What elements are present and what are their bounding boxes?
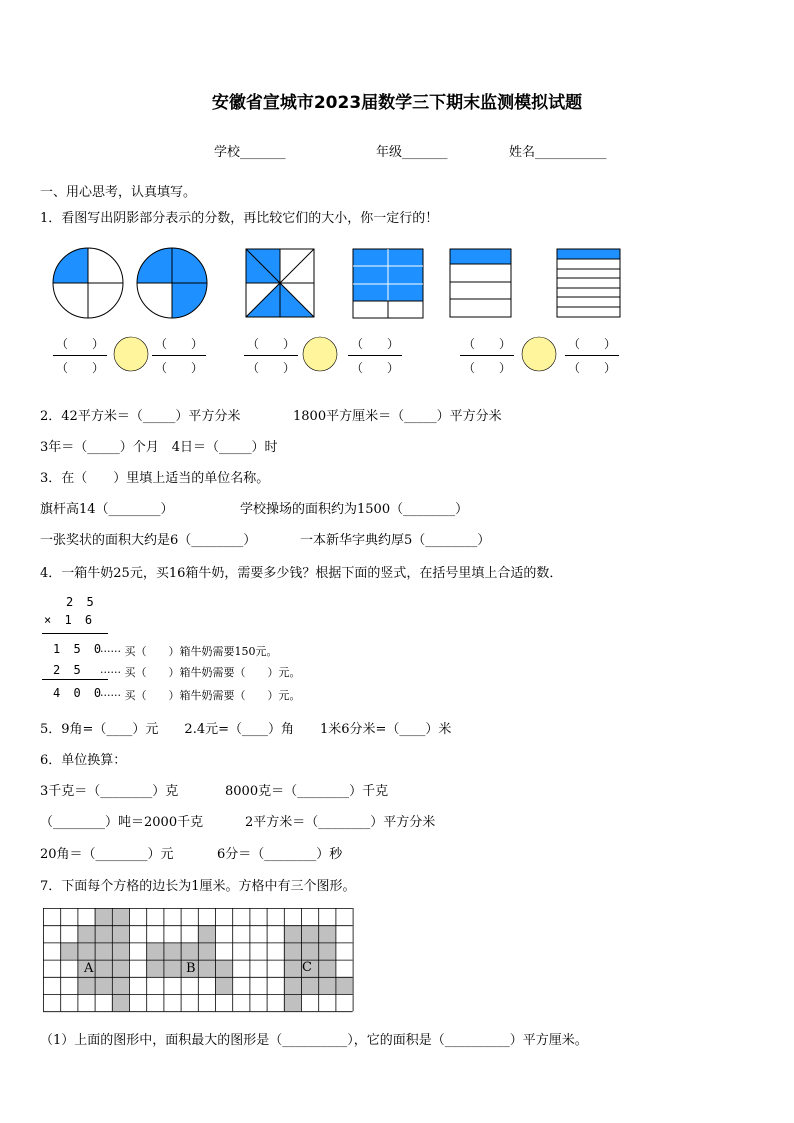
question-1: 1．看图写出阴影部分表示的分数，再比较它们的大小，你一定行的！ <box>40 211 439 226</box>
calc-divider-1 <box>42 633 108 634</box>
strip-figure-4 <box>450 249 511 317</box>
grid-shaded-cell <box>112 977 129 994</box>
page-title: 安徽省宣城市2023届数学三下期末监测模拟试题 <box>211 93 583 113</box>
grid-shaded-cell <box>95 977 112 994</box>
fraction-answer-4[interactable]: （ ） （ ） <box>348 335 402 376</box>
grid-shaded-cell <box>163 942 180 959</box>
grid-shaded-cell <box>146 960 163 977</box>
grid-shaded-cell <box>112 960 129 977</box>
grid-shaded-cell <box>318 925 335 942</box>
grid-shaded-cell <box>112 994 129 1011</box>
grid-shaded-cell <box>284 994 301 1011</box>
question-3-b: 学校操场的面积约为1500（________） <box>240 502 469 517</box>
question-6-b: 8000克＝（________）千克 <box>225 784 389 799</box>
question-6-f: 6分＝（________）秒 <box>217 847 343 862</box>
fraction-answer-6[interactable]: （ ） （ ） <box>565 335 619 376</box>
circle-figure-1 <box>53 248 123 318</box>
calc-note-1: ······ 买（ ）箱牛奶需要150元。 <box>100 645 278 658</box>
shape-label-c: C <box>302 960 312 975</box>
question-4: 4．一箱牛奶25元，买16箱牛奶，需要多少钱？根据下面的竖式，在括号里填上合适的数． <box>40 566 563 581</box>
grid-shaded-cell <box>284 977 301 994</box>
grid-shaded-cell <box>215 977 232 994</box>
grid-shaded-cell <box>198 960 215 977</box>
fraction-answer-3[interactable]: （ ） （ ） <box>244 335 298 376</box>
question-5: 5．9角=（____）元 2.4元=（____）角 1米6分米=（____）米 <box>40 722 452 737</box>
question-2-b: 1800平方厘米＝（_____）平方分米 <box>293 409 502 424</box>
question-7-1: （1）上面的图形中，面积最大的图形是（__________），它的面积是（__________）平方厘米。 <box>40 1033 588 1048</box>
question-3-d: 一本新华字典约厚5（________） <box>300 533 491 548</box>
fraction-figures <box>0 240 794 330</box>
shape-label-a: A <box>84 961 94 976</box>
grid-shaded-cell <box>198 942 215 959</box>
grid-shaded-cell <box>198 925 215 942</box>
compare-circle-1 <box>114 337 148 371</box>
grid-shaded-cell <box>77 925 94 942</box>
question-6-c: （________）吨＝2000千克 <box>40 815 204 830</box>
grid-shaded-cell <box>301 977 318 994</box>
question-6-e: 20角＝（________）元 <box>40 847 174 862</box>
calc-row-5: 4 0 0 <box>53 686 105 700</box>
question-6-a: 3千克＝（________）克 <box>40 784 179 799</box>
grid-shaded-cell <box>95 908 112 925</box>
fraction-answer-1[interactable]: （ ） （ ） <box>53 335 107 376</box>
grade-field[interactable]: 年级_______ <box>376 145 448 160</box>
strip-figure-7 <box>557 249 620 317</box>
grid-shaded-cell <box>163 960 180 977</box>
section-heading: 一、用心思考，认真填写。 <box>40 185 197 200</box>
calc-row-4: 2 5 <box>53 663 84 677</box>
grid-shaded-cell <box>215 960 232 977</box>
question-3: 3．在（ ）里填上适当的单位名称。 <box>40 471 270 486</box>
calc-row-3: 1 5 0 <box>53 642 105 656</box>
grid-shaded-cell <box>318 942 335 959</box>
calc-note-3: ······ 买（ ）箱牛奶需要（ ）元。 <box>100 689 301 702</box>
grid-shaded-cell <box>284 960 301 977</box>
question-6-d: 2平方米＝（________）平方分米 <box>245 815 436 830</box>
grid-figure-2x4 <box>353 249 423 318</box>
grid-shaded-cell <box>284 942 301 959</box>
fraction-answer-2[interactable]: （ ） （ ） <box>152 335 206 376</box>
calc-row-1: 2 5 <box>66 595 97 609</box>
grid-shaded-cell <box>181 942 198 959</box>
grid-shaded-cell <box>301 942 318 959</box>
grid-shaded-cell <box>60 942 77 959</box>
shape-label-b: B <box>186 961 196 976</box>
circle-figure-2 <box>137 248 207 318</box>
grid-shaded-cell <box>112 908 129 925</box>
square-figure-triangles <box>246 249 314 317</box>
compare-circle-3 <box>522 337 556 371</box>
question-6: 6．单位换算： <box>40 753 127 768</box>
compare-circles <box>0 330 794 380</box>
grid-shaded-cell <box>335 977 352 994</box>
compare-circle-2 <box>303 337 337 371</box>
grid-shaded-cell <box>112 925 129 942</box>
grid-shaded-cell <box>112 942 129 959</box>
grid-shaded-cell <box>301 925 318 942</box>
grid-shaded-cell <box>95 942 112 959</box>
question-2-c: 3年＝（_____）个月 4日＝（_____）时 <box>40 440 278 455</box>
question-7: 7．下面每个方格的边长为1厘米。方格中有三个图形。 <box>40 879 356 894</box>
grid-shaded-cell <box>77 942 94 959</box>
grid-shaded-cell <box>146 942 163 959</box>
name-field[interactable]: 姓名___________ <box>509 145 607 160</box>
grid-shaded-cell <box>77 977 94 994</box>
calc-note-2: ······ 买（ ）箱牛奶需要（ ）元。 <box>100 666 301 679</box>
grid-shaded-cell <box>318 960 335 977</box>
question-3-c: 一张奖状的面积大约是6（________） <box>40 533 257 548</box>
calc-divider-2 <box>42 679 108 680</box>
grid-shaded-cell <box>318 977 335 994</box>
grid-shaded-cell <box>95 960 112 977</box>
grid-shaded-cell <box>95 925 112 942</box>
question-3-a: 旗杆高14（________） <box>40 502 174 517</box>
fraction-answer-5[interactable]: （ ） （ ） <box>460 335 514 376</box>
question-2-a: 2．42平方米＝（_____）平方分米 <box>40 409 241 424</box>
calc-row-2: × 1 6 <box>44 613 96 627</box>
school-field[interactable]: 学校_______ <box>214 145 286 160</box>
grid-shaded-cell <box>284 925 301 942</box>
